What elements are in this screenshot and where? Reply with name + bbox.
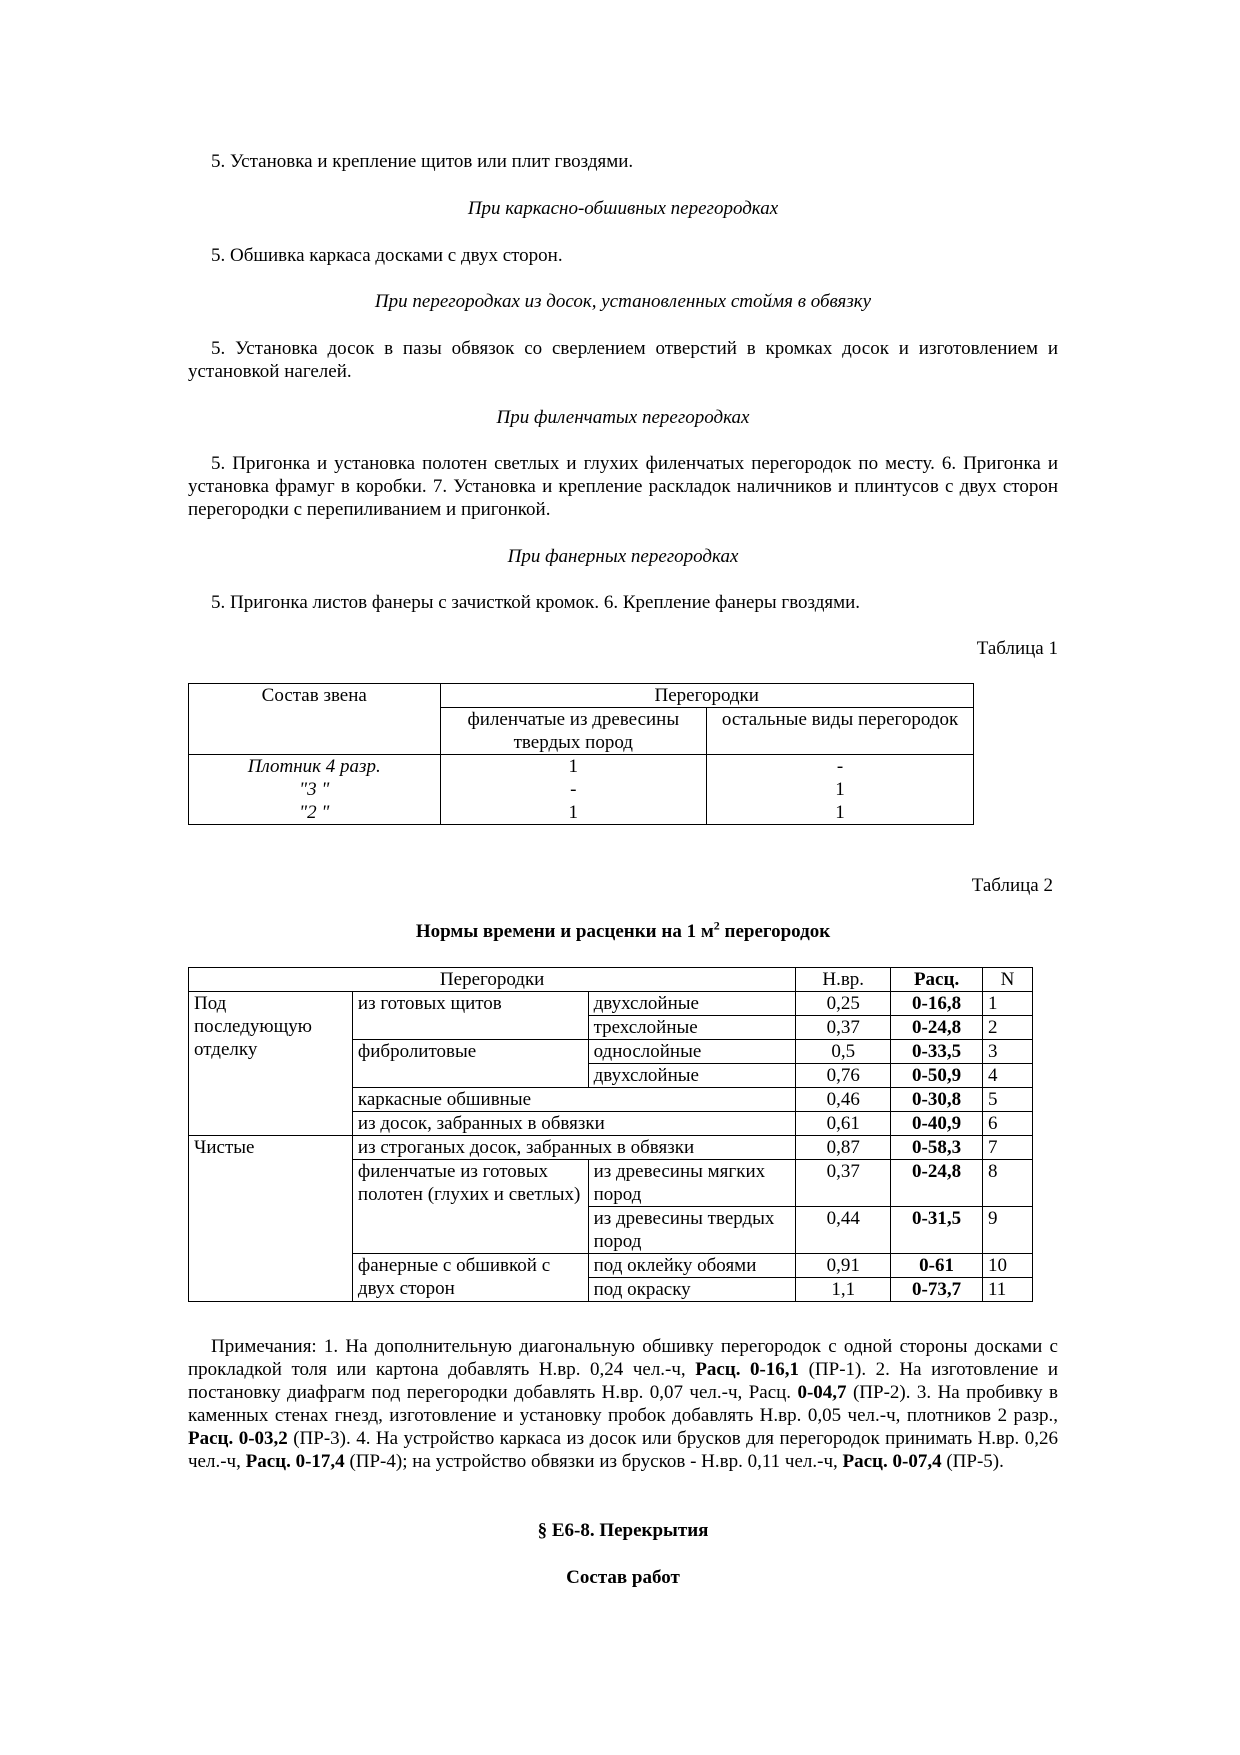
paragraph-panel-install: 5. Пригонка и установка полотен светлых и глухих филенчатых перегородок по месту. 6. Пригонка и установка фрамуг в коробки. 7. Установка и крепление раскладок наличников и плинтусов с двух сторон перегородки с перепиливанием и пригонкой. (188, 453, 1058, 520)
paragraph-nail-fastening: 5. Установка и крепление щитов или плит гвоздями. (211, 151, 634, 172)
col-header-crew: Состав звена (189, 684, 441, 755)
table2-title: Нормы времени и расценки на 1 $м^2$ перегородок (415, 918, 831, 942)
col-header-partitions: Перегородки (189, 968, 796, 992)
col-header-n: N (983, 968, 1033, 992)
table1-label: Таблица 1 (976, 638, 1058, 659)
subsection-heading: Состав работ (566, 1567, 680, 1588)
table-row: "2 " 1 1 (189, 801, 974, 825)
table-row: каркасные обшивные 0,46 0-30,8 5 (189, 1088, 1033, 1112)
table-row: двухслойные 0,76 0-50,9 4 (189, 1064, 1033, 1088)
section-heading: § Е6-8. Перекрытия (537, 1520, 709, 1541)
notes-paragraph: Примечания: 1. На дополнительную диагональную обшивку перегородок с одной стороны досками с прокладкой толя или картона добавлять Н.вр. 0,24 чел.-ч, Расц. 0-16,1 (ПР-1). 2. На изготовление и постановку диафрагм под перегородки добавлять Н.вр. 0,07 чел.-ч, Расц. 0-04,7 (ПР-2). 3. На пробивку в каменных стенах гнезд, изготовление и установку пробок добавлять Н.вр. 0,05 чел.-ч, плотников 2 разр., Расц. 0-03,2 (ПР-3). 4. На устройство каркаса из досок или брусков для перегородок принимать Н.вр. 0,26 чел.-ч, Расц. 0-17,4 (ПР-4); на устройство обвязки из брусков - Н.вр. 0,11 чел.-ч, Расц. 0-07,4 (ПР-5). (188, 1336, 1058, 1472)
col-header-panel: филенчатые из древесины твердых пород (440, 708, 707, 755)
table-row: трехслойные 0,37 0-24,8 2 (189, 1016, 1033, 1040)
heading-frame-partitions: При каркасно-обшивных перегородках (467, 198, 779, 219)
paragraph-plywood-install: 5. Пригонка листов фанеры с зачисткой кромок. 6. Крепление фанеры гвоздями. (211, 592, 861, 613)
heading-board-partitions: При перегородках из досок, установленных стоймя в обвязку (374, 291, 872, 312)
table-row: из досок, забранных в обвязки 0,61 0-40,9 6 (189, 1112, 1033, 1136)
group-clean: Чистые (189, 1136, 353, 1302)
col-header-partitions: Перегородки (440, 684, 973, 708)
col-header-other: остальные виды перегородок (707, 708, 974, 755)
table2-label: Таблица 2 (971, 875, 1053, 896)
table-row: Чистые из строганых досок, забранных в обвязки 0,87 0-58,3 7 (189, 1136, 1033, 1160)
table-row: фибролитовые однослойные 0,5 0-33,5 3 (189, 1040, 1033, 1064)
table-row: филенчатые из готовых полотен (глухих и светлых) из древесины мягких пород 0,37 0-24,8 8 (189, 1160, 1033, 1207)
group-finishing: Под последующую отделку (189, 992, 353, 1136)
table-row: Под последующую отделку из готовых щитов двухслойные 0,25 0-16,8 1 (189, 992, 1033, 1016)
col-header-nvr: Н.вр. (796, 968, 891, 992)
heading-plywood-partitions: При фанерных перегородках (507, 546, 739, 567)
col-header-rasc: Расц. (891, 968, 983, 992)
table-row: под окраску 1,1 0-73,7 11 (189, 1278, 1033, 1302)
table-row: фанерные с обшивкой с двух сторон под оклейку обоями 0,91 0-61 10 (189, 1254, 1033, 1278)
table-crew (188, 683, 974, 825)
table-row: "3 " - 1 (189, 778, 974, 801)
heading-panel-partitions: При филенчатых перегородках (496, 407, 750, 428)
table-row: Плотник 4 разр. 1 - (189, 755, 974, 779)
paragraph-frame-sheathing: 5. Обшивка каркаса досками с двух сторон. (211, 245, 563, 266)
paragraph-board-install: 5. Установка досок в пазы обвязок со сверлением отверстий в кромках досок и изготовлением и установкой нагелей. (188, 338, 1058, 382)
table-norms (188, 967, 1033, 1302)
table-row: из древесины твердых пород 0,44 0-31,5 9 (189, 1207, 1033, 1254)
